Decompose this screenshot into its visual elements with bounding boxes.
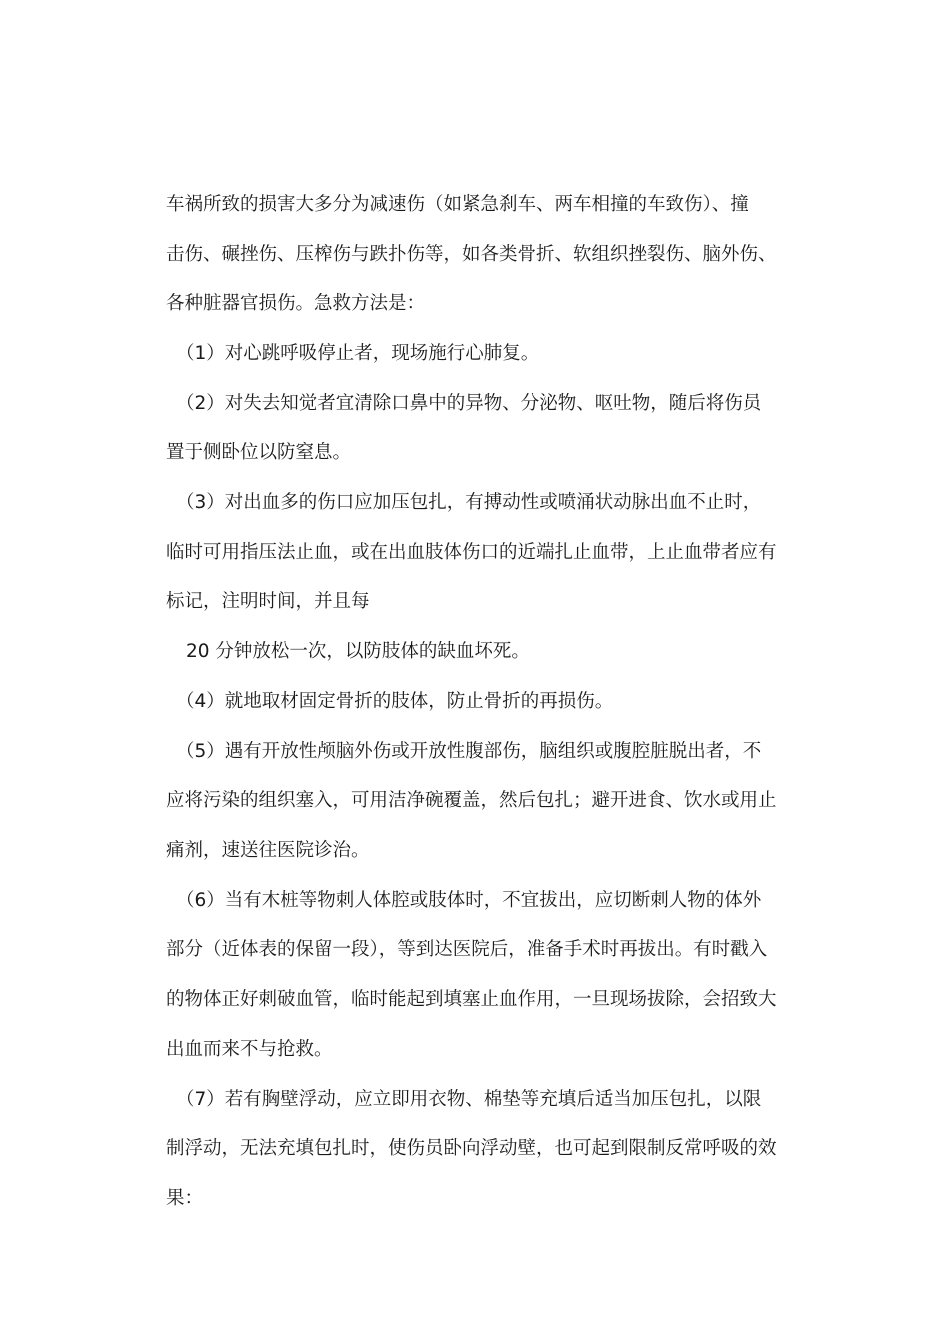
paragraph-line: 击伤、碾挫伤、压榨伤与跌扑伤等，如各类骨折、软组织挫裂伤、脑外伤、 <box>166 244 777 265</box>
paragraph-line: 各种脏器官损伤。急救方法是： <box>166 293 426 314</box>
paragraph-line: 出血而来不与抢救。 <box>166 1039 333 1060</box>
paragraph-line: 痛剂，速送往医院诊治。 <box>166 840 370 861</box>
paragraph-line: 制浮动，无法充填包扎时，使伤员卧向浮动壁，也可起到限制反常呼吸的效 <box>166 1138 777 1159</box>
paragraph-line: 果： <box>166 1188 204 1209</box>
paragraph-line: 置于侧卧位以防窒息。 <box>166 442 352 463</box>
paragraph-line: 的物体正好刺破血管，临时能起到填塞止血作用，一旦现场拔除，会招致大 <box>166 989 777 1010</box>
paragraph-line: 部分（近体表的保留一段），等到达医院后，准备手术时再拔出。有时戳入 <box>166 939 768 960</box>
paragraph-line: （1）对心跳呼吸停止者，现场施行心肺复。 <box>176 343 540 364</box>
paragraph-line: （5）遇有开放性颅脑外伤或开放性腹部伤，脑组织或腹腔脏脱出者，不 <box>176 741 762 762</box>
paragraph-line: （7）若有胸壁浮动，应立即用衣物、棉垫等充填后适当加压包扎，以限 <box>176 1089 762 1110</box>
paragraph-line: 车祸所致的损害大多分为减速伤（如紧急刹车、两车相撞的车致伤）、撞 <box>166 194 749 215</box>
paragraph-line: 临时可用指压法止血，或在出血肢体伤口的近端扎止血带，上止血带者应有 <box>166 542 777 563</box>
paragraph-line: （6）当有木桩等物刺人体腔或肢体时，不宜拔出，应切断刺人物的体外 <box>176 890 762 911</box>
paragraph-line: （2）对失去知觉者宜清除口鼻中的异物、分泌物、呕吐物，随后将伤员 <box>176 393 762 414</box>
paragraph-line: 20 分钟放松一次，以防肢体的缺血坏死。 <box>186 641 530 662</box>
paragraph-line: 应将污染的组织塞入，可用洁净碗覆盖，然后包扎；避开进食、饮水或用止 <box>166 790 777 811</box>
paragraph-line: （4）就地取材固定骨折的肢体，防止骨折的再损伤。 <box>176 691 614 712</box>
paragraph-line: 标记，注明时间，并且每 <box>166 591 370 612</box>
paragraph-line: （3）对出血多的伤口应加压包扎，有搏动性或喷涌状动脉出血不止时， <box>176 492 762 513</box>
